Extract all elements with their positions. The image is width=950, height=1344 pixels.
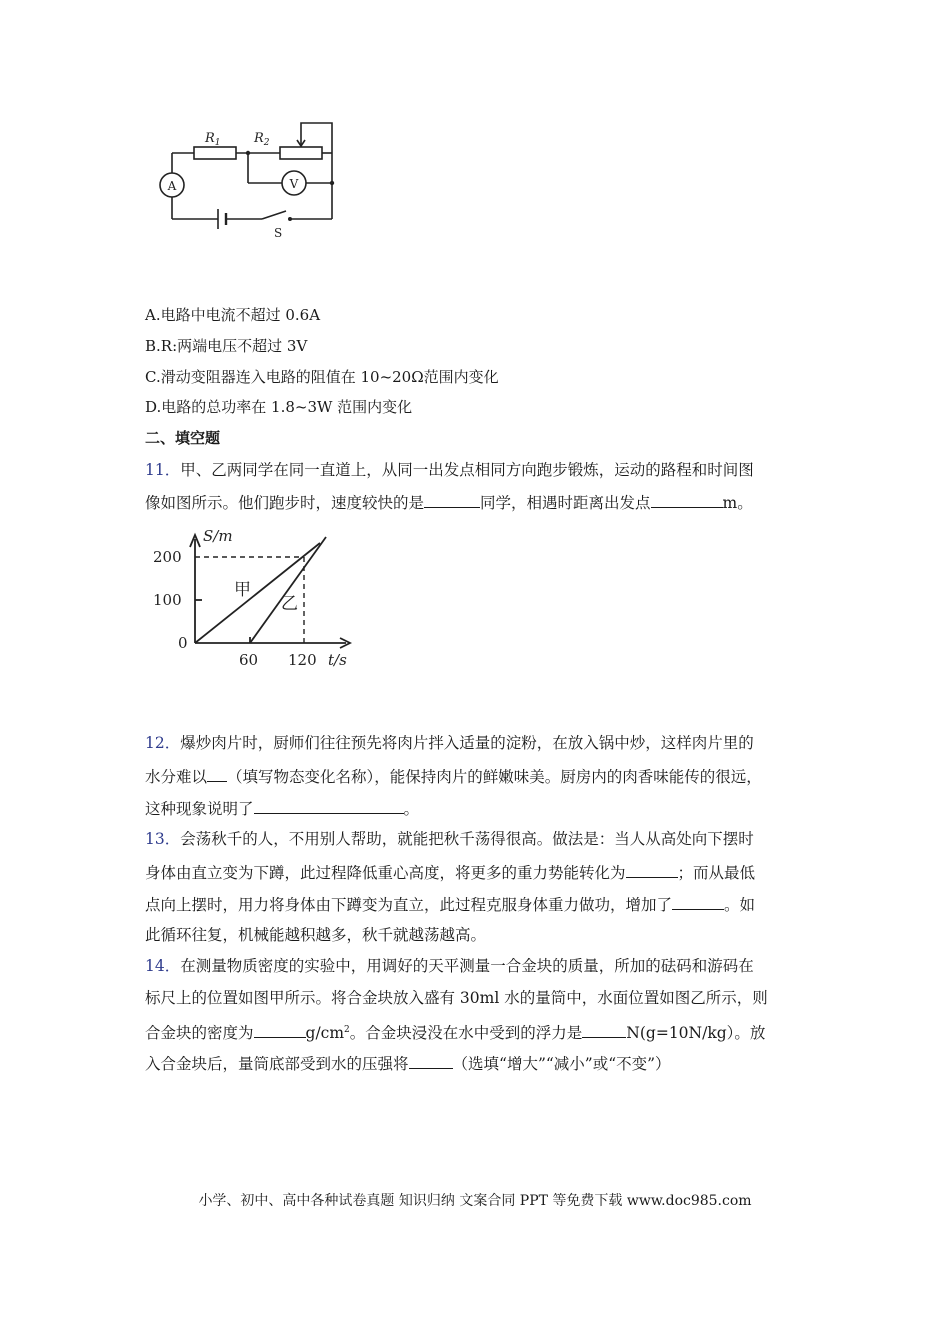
section-heading: 二、填空题: [145, 429, 221, 447]
question-12-number: 12．: [145, 734, 181, 752]
question-13-line4: 此循环往复，机械能越积越多，秋千就越荡越高。: [145, 926, 487, 944]
line-jia: [195, 543, 320, 643]
option-a: A.电路中电流不超过 0.6A: [145, 306, 321, 324]
option-d: D.电路的总功率在 1.8~3W 范围内变化: [145, 398, 413, 416]
question-14-line3: 合金块的密度为 $g/cm^2$。合金块浸没在水中受到的浮力是 N(g=10N/kg）。放: [145, 1020, 765, 1043]
question-13-line1: 13．会荡秋千的人，不用别人帮助，就能把秋千荡得很高。做法是：当人从高处向下摆时: [145, 830, 754, 848]
option-b: B.R:两端电压不超过 3V: [145, 337, 308, 355]
resistor-r1: [194, 147, 236, 159]
answer-blank[interactable]: [254, 1021, 306, 1038]
answer-blank[interactable]: [254, 797, 404, 814]
question-14-line2: 标尺上的位置如图甲所示。将合金块放入盛有 30ml 水的量筒中，水面位置如图乙所示，则: [145, 989, 768, 1007]
distance-time-graph: [150, 525, 370, 675]
y-tick-0: 0: [178, 634, 188, 652]
x-tick-120: 120: [288, 651, 317, 669]
answer-blank[interactable]: [409, 1052, 453, 1069]
question-13-line2: 身体由直立变为下蹲，此过程降低重心高度，将更多的重力势能转化为 ；而从最低: [145, 861, 755, 883]
question-11-line1: 11．甲、乙两同学在同一直道上，从同一出发点相同方向跑步锻炼，运动的路程和时间图: [145, 461, 754, 479]
circuit-diagram: [150, 115, 350, 245]
answer-blank[interactable]: [424, 491, 480, 508]
answer-blank[interactable]: [207, 765, 227, 782]
question-14-number: 14．: [145, 957, 181, 975]
x-tick-60: 60: [239, 651, 259, 669]
resistor-r2: [280, 147, 322, 159]
question-12-line2: 水分难以 （填写物态变化名称），能保持肉片的鲜嫩味美。厨房内的肉香味能传的很远，: [145, 765, 762, 787]
question-14-line4: 入合金块后，量筒底部受到水的压强将 （选填“增大”“减小”或“不变”）: [145, 1052, 671, 1074]
page-footer: 小学、初中、高中各种试卷真题 知识归纳 文案合同 PPT 等免费下载 www.doc985.com: [198, 1193, 752, 1209]
y-tick-200: 200: [153, 548, 182, 566]
line-jia-label: 甲: [234, 580, 251, 600]
question-12-line3: 这种现象说明了 。: [145, 797, 419, 819]
voltmeter-label: V: [289, 177, 299, 191]
svg-text:R1: $R_1$: [205, 131, 221, 148]
x-axis-label: t/s: [328, 651, 347, 669]
ammeter-label: A: [167, 179, 177, 193]
line-yi-label: 乙: [281, 594, 298, 614]
answer-blank[interactable]: [582, 1021, 626, 1038]
answer-blank[interactable]: [672, 893, 724, 910]
y-axis-label: S/m: [203, 527, 233, 545]
switch-label: S: [274, 226, 283, 240]
question-11-line2: 像如图所示。他们跑步时，速度较快的是 同学，相遇时距离出发点 m。: [145, 491, 753, 513]
question-13-number: 13．: [145, 830, 181, 848]
y-tick-100: 100: [153, 591, 182, 609]
question-11-number: 11．: [145, 461, 181, 479]
question-14-line1: 14．在测量物质密度的实验中，用调好的天平测量一合金块的质量，所加的砝码和游码在: [145, 957, 754, 975]
question-12-line1: 12．爆炒肉片时，厨师们往往预先将肉片拌入适量的淀粉，在放入锅中炒，这样肉片里的: [145, 734, 754, 752]
question-13-line3: 点向上摆时，用力将身体由下蹲变为直立，此过程克服身体重力做功，增加了 。如: [145, 893, 755, 915]
answer-blank[interactable]: [626, 861, 678, 878]
svg-text:R2: $R_2$: [254, 131, 270, 148]
answer-blank[interactable]: [651, 491, 723, 508]
option-c: C.滑动变阻器连入电路的阻值在 10~20Ω范围内变化: [145, 368, 499, 386]
